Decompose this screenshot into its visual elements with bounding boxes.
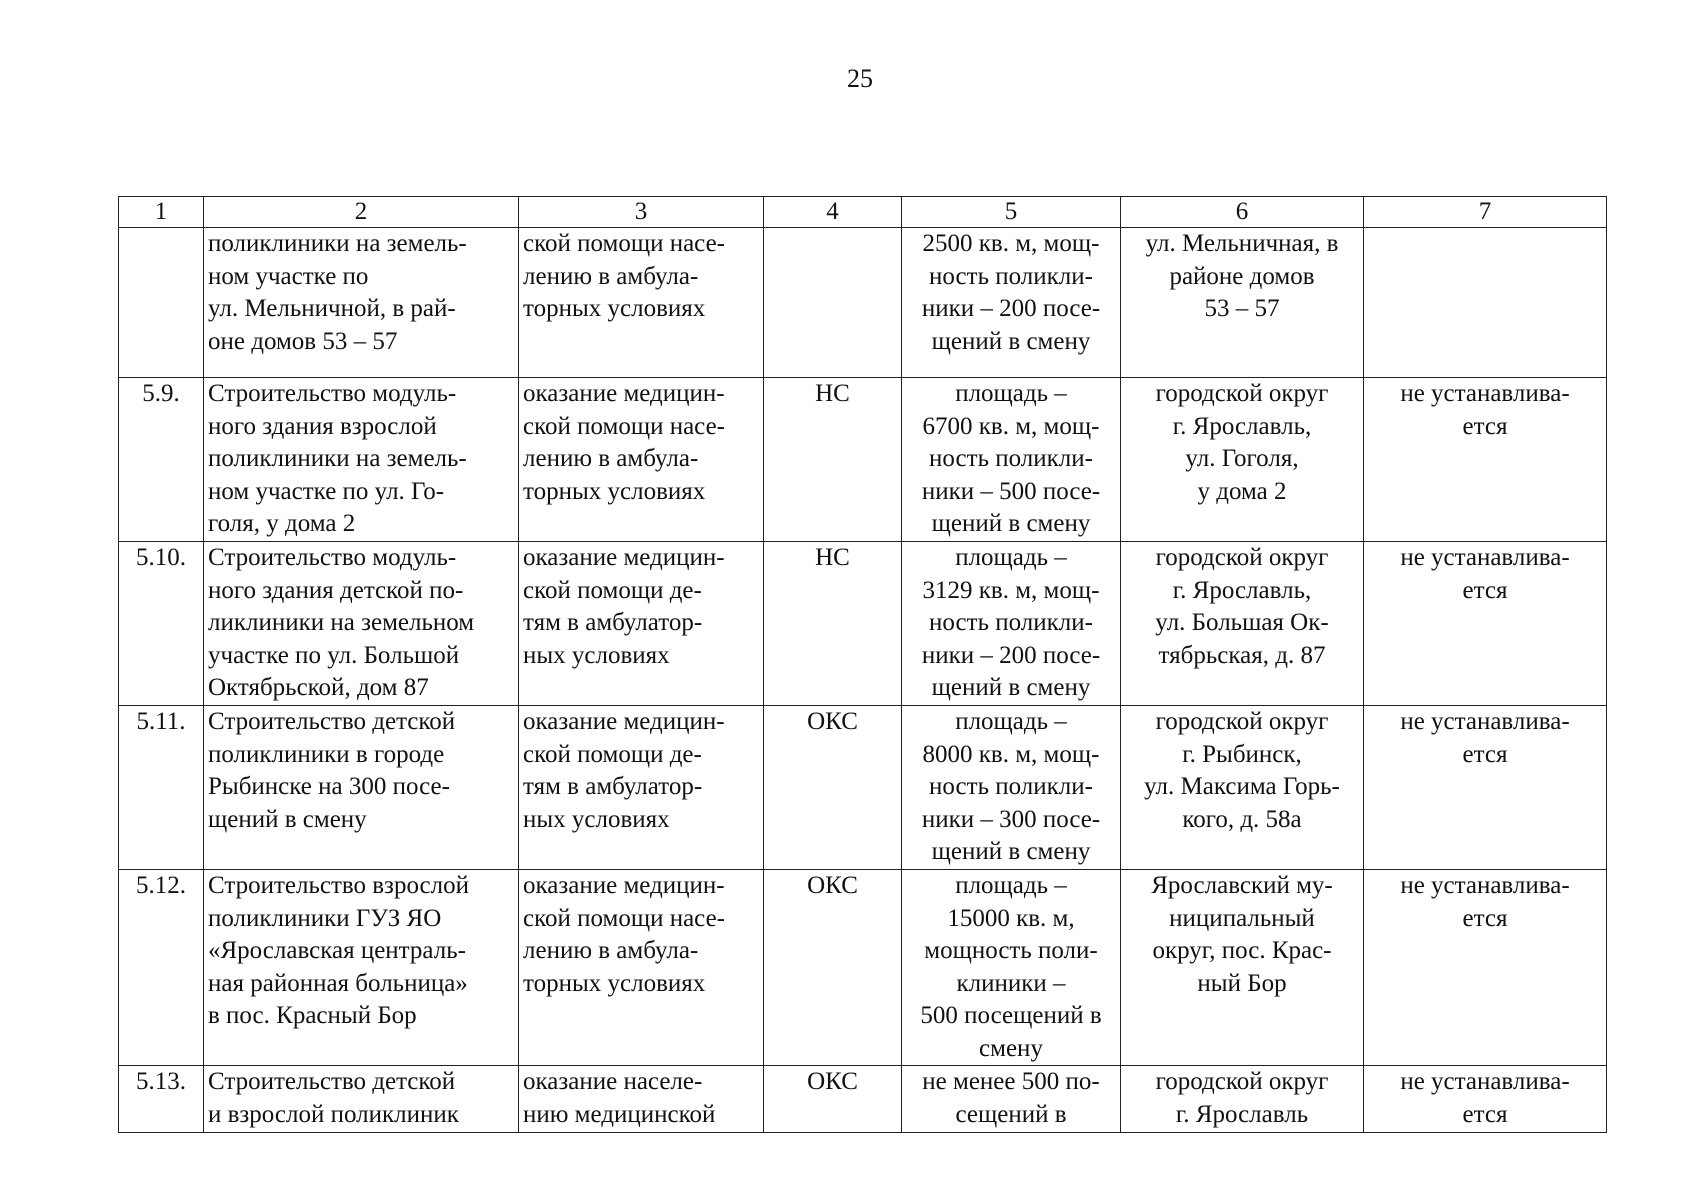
table-row [119,378,1607,542]
purpose-line: нию медицинской [523,1101,716,1129]
characteristics-line: 15000 кв. м, [947,904,1075,932]
column-number-3: 3 [519,197,764,228]
characteristics-line: ность поликли- [929,262,1093,290]
object-type-cell: ОКС [764,1066,902,1132]
zone-note-line: не устанавлива- [1400,543,1570,571]
purpose-cell [519,541,764,705]
object-name-line: ная районная больница» [208,969,468,997]
purpose-line: оказание медицин- [523,707,725,735]
object-name-line: голя, у дома 2 [208,510,356,538]
table-row [119,228,1607,378]
location-line: г. Ярославль, [1172,576,1312,604]
location-cell [1121,869,1364,1066]
location-line: кого, д. 58а [1182,805,1302,833]
location-line: ул. Мельничная, в [1145,230,1339,257]
zone-note-cell [1364,228,1607,378]
object-name-line: ном участке по ул. Го- [208,477,445,505]
characteristics-line: площадь – [955,871,1067,899]
characteristics-cell [902,705,1121,869]
column-number-7: 7 [1364,197,1607,228]
location-line: тябрьская, д. 87 [1158,641,1326,669]
zone-note-cell [1364,869,1607,1066]
location-line: у дома 2 [1197,477,1287,505]
column-number-6: 6 [1121,197,1364,228]
object-name-line: Строительство модуль- [208,543,457,571]
purpose-line: ных условиях [523,805,670,833]
item-number-cell: 5.9. [119,378,204,542]
purpose-cell [519,869,764,1066]
characteristics-line: ность поликли- [929,445,1093,473]
purpose-cell [519,1066,764,1132]
table-row [119,705,1607,869]
column-number-row [119,197,1607,228]
zone-note-line: ется [1462,1101,1508,1129]
purpose-line: оказание медицин- [523,871,725,899]
location-line: ный Бор [1197,969,1287,997]
table-row [119,541,1607,705]
object-type-cell: ОКС [764,869,902,1066]
characteristics-line: смену [979,1034,1043,1062]
object-name-cell [204,705,519,869]
location-line: Ярославский му- [1151,871,1333,899]
purpose-line: ской помощи насе- [523,904,726,932]
purpose-line: торных условиях [523,295,706,323]
location-line: районе домов [1169,262,1315,290]
purpose-cell [519,228,764,378]
object-name-cell [204,541,519,705]
zone-note-line: не устанавлива- [1400,871,1570,899]
purpose-line: оказание медицин- [523,543,725,571]
characteristics-line: площадь – [955,543,1067,571]
object-name-line: ного здания детской по- [208,576,464,604]
column-number-4: 4 [764,197,902,228]
purpose-line: оказание медицин- [523,380,725,407]
purpose-line: ской помощи де- [523,576,702,604]
column-number-2: 2 [204,197,519,228]
zone-note-line: не устанавлива- [1400,707,1570,735]
object-name-line: ликлиники на земельном [208,609,475,637]
characteristics-line: площадь – [955,380,1067,407]
object-name-line: оне домов 53 – 57 [208,327,398,355]
characteristics-line: 2500 кв. м, мощ- [922,230,1100,257]
zone-note-cell [1364,541,1607,705]
object-type-cell: НС [764,541,902,705]
purpose-line: тям в амбулатор- [523,609,703,637]
zone-note-cell [1364,378,1607,542]
characteristics-line: сещений в [955,1101,1067,1129]
characteristics-line: ность поликли- [929,773,1093,801]
purpose-line: ных условиях [523,641,670,669]
object-name-cell [204,228,519,378]
location-line: округ, пос. Крас- [1152,937,1332,965]
purpose-line: лению в амбула- [523,445,699,473]
characteristics-line: ники – 200 посе- [921,295,1101,323]
object-name-line: Рыбинске на 300 посе- [208,773,450,801]
purpose-line: лению в амбула- [523,937,699,965]
column-number-5: 5 [902,197,1121,228]
object-name-line: участке по ул. Большой [208,641,460,669]
item-number-cell: 5.10. [119,541,204,705]
characteristics-cell [902,541,1121,705]
item-number-cell: 5.12. [119,869,204,1066]
location-line: городской округ [1155,1068,1329,1096]
characteristics-cell [902,869,1121,1066]
characteristics-cell [902,1066,1121,1132]
characteristics-cell [902,228,1121,378]
object-name-line: ного здания взрослой [208,412,437,440]
zone-note-line: ется [1462,904,1508,932]
characteristics-line: не менее 500 по- [922,1068,1100,1096]
characteristics-line: щений в смену [931,510,1091,538]
object-name-line: Строительство модуль- [208,380,457,407]
characteristics-line: 500 посещений в [920,1002,1102,1030]
column-number-1: 1 [119,197,204,228]
object-name-line: ном участке по [208,262,369,290]
zone-note-cell [1364,705,1607,869]
purpose-cell [519,378,764,542]
purpose-line: лению в амбула- [523,262,699,290]
item-number-cell: 5.13. [119,1066,204,1132]
object-name-line: ул. Мельничной, в рай- [208,295,456,323]
purpose-line: торных условиях [523,969,706,997]
location-cell [1121,1066,1364,1132]
characteristics-line: ники – 300 посе- [921,805,1101,833]
location-line: г. Ярославль [1175,1101,1309,1129]
location-line: 53 – 57 [1204,295,1280,323]
object-type-cell [764,228,902,378]
zone-note-line: не устанавлива- [1400,380,1570,407]
characteristics-line: площадь – [955,707,1067,735]
location-line: ул. Большая Ок- [1155,609,1329,637]
characteristics-line: щений в смену [931,838,1091,866]
characteristics-line: клиники – [956,969,1066,997]
object-name-line: поликлиники ГУЗ ЯО [208,904,442,932]
planning-table [118,196,1607,1133]
location-line: городской округ [1155,380,1329,407]
location-line: городской округ [1155,543,1329,571]
table-row [119,869,1607,1066]
characteristics-line: ники – 200 посе- [921,641,1101,669]
object-name-line: щений в смену [208,805,367,833]
object-type-cell: НС [764,378,902,542]
location-line: ул. Максима Горь- [1144,773,1340,801]
item-number-cell: 5.11. [119,705,204,869]
object-name-line: поликлиники на земель- [208,445,467,473]
location-cell [1121,378,1364,542]
location-line: городской округ [1155,707,1329,735]
zone-note-cell [1364,1066,1607,1132]
location-line: ниципальный [1169,904,1315,932]
object-name-line: Строительство детской [208,1068,456,1096]
location-line: г. Рыбинск, [1182,740,1302,768]
zone-note-line: не устанавлива- [1400,1068,1570,1096]
page-number: 25 [847,64,873,93]
object-name-line: Строительство взрослой [208,871,470,899]
object-name-cell [204,378,519,542]
zone-note-line: ется [1462,740,1508,768]
characteristics-line: щений в смену [931,327,1091,355]
characteristics-line: ность поликли- [929,609,1093,637]
zone-note-line: ется [1462,576,1508,604]
object-name-line: в пос. Красный Бор [208,1002,417,1030]
characteristics-cell [902,378,1121,542]
location-cell [1121,705,1364,869]
characteristics-line: щений в смену [931,674,1091,702]
zone-note-line: ется [1462,412,1508,440]
object-name-line: поликлиники в городе [208,740,445,768]
characteristics-line: мощность поли- [924,937,1098,965]
object-name-cell [204,869,519,1066]
location-cell [1121,541,1364,705]
location-cell [1121,228,1364,378]
characteristics-line: 8000 кв. м, мощ- [922,740,1100,768]
object-type-cell: ОКС [764,705,902,869]
location-line: ул. Гоголя, [1185,445,1299,473]
item-number-cell [119,228,204,378]
object-name-line: Строительство детской [208,707,456,735]
characteristics-line: 3129 кв. м, мощ- [922,576,1100,604]
object-name-line: Октябрьской, дом 87 [208,674,429,702]
purpose-line: ской помощи насе- [523,412,726,440]
purpose-line: ской помощи де- [523,740,702,768]
purpose-line: торных условиях [523,477,706,505]
object-name-cell [204,1066,519,1132]
table-row [119,1066,1607,1132]
object-name-line: и взрослой поликлиник [208,1101,459,1129]
location-line: г. Ярославль, [1172,412,1312,440]
purpose-line: ской помощи насе- [523,230,726,257]
object-name-line: «Ярославская централь- [208,937,466,965]
purpose-line: оказание населе- [523,1068,703,1096]
purpose-line: тям в амбулатор- [523,773,703,801]
object-name-line: поликлиники на земель- [208,230,467,257]
characteristics-line: ники – 500 посе- [921,477,1101,505]
purpose-cell [519,705,764,869]
characteristics-line: 6700 кв. м, мощ- [922,412,1100,440]
